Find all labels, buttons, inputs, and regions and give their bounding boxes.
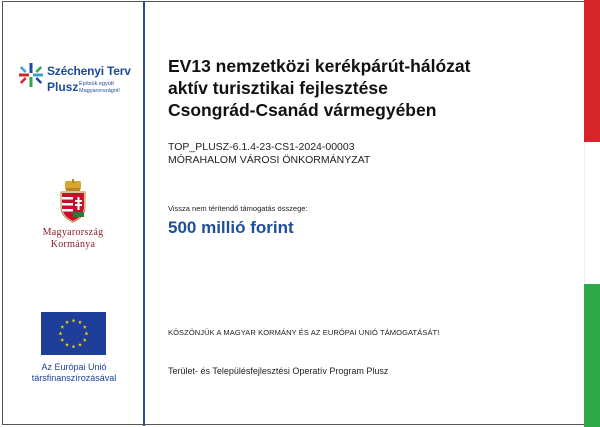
project-title-line-1: EV13 nemzetközi kerékpárút-hálózat: [168, 56, 471, 76]
thanks-statement: KÖSZÖNJÜK A MAGYAR KORMÁNY ÉS AZ EURÓPAI UNIÓ TÁMOGATÁSÁT!: [168, 328, 440, 337]
szechenyi-star-icon: [18, 62, 44, 88]
eu-flag-icon: [41, 312, 106, 355]
hungarian-government-label: Magyarország Kormánya: [42, 227, 104, 250]
program-name: Terület- és Településfejlesztési Operatív Program Plusz: [168, 366, 389, 376]
project-title-line-2: aktív turisztikai fejlesztése: [168, 78, 388, 98]
szechenyi-tagline: Építsük együtt Magyarországot!: [79, 81, 120, 94]
project-code: TOP_PLUSZ-6.1.4-23-CS1-2024-00003: [168, 141, 355, 153]
flag-stripe-green: [584, 284, 600, 427]
hungarian-coat-of-arms-icon: [57, 179, 89, 223]
szechenyi-terv-logo: [18, 58, 138, 108]
szechenyi-title: Széchenyi Terv: [47, 64, 131, 78]
beneficiary-name: MÓRAHALOM VÁROSI ÖNKORMÁNYZAT: [168, 154, 371, 166]
flag-stripe-white: [584, 142, 600, 284]
grant-label: Vissza nem térítendő támogatás összege:: [168, 204, 308, 213]
project-identifiers: [168, 141, 370, 167]
flag-stripe-red: [584, 0, 600, 142]
project-title: [168, 55, 568, 121]
eu-cofinancing-label: Az Európai Unió társfinanszírozásával: [31, 362, 117, 383]
grant-amount: 500 millió forint: [168, 218, 294, 237]
szechenyi-plus: Plusz: [47, 80, 79, 94]
project-title-line-3: Csongrád-Csanád vármegyében: [168, 100, 437, 120]
divider-line: [143, 1, 145, 426]
